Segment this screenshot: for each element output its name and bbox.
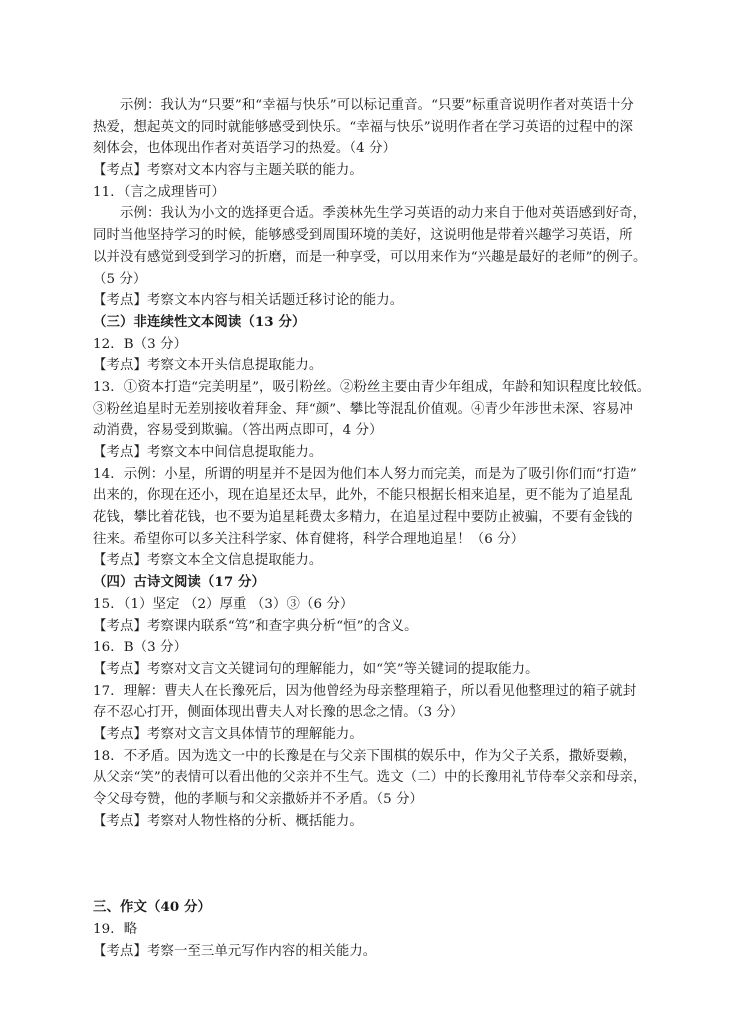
essay-line: 三、作文（40 分） [93,899,212,916]
answer-line: 15．（1）坚定 （2）厚重 （3）③（6 分） [93,596,354,612]
answer-line: 【考点】考察对文本内容与主题关联的能力。 [93,163,363,179]
answer-line: 【考点】考察文本开头信息提取能力。 [93,358,323,374]
answer-line: 刻体会，也体现出作者对英语学习的热爱。（4 分） [93,141,397,157]
answer-line: 【考点】考察文本中间信息提取能力。 [93,445,323,460]
answer-page [93,95,671,962]
answer-line: 热爱，想起英文的同时就能够感受到快乐。“幸福与快乐”说明作者在学习英语的过程中的深 [93,119,634,135]
answer-line: 示例：我认为“只要”和“幸福与快乐”可以标记重音。“只要”标重音说明作者对英语十分 [120,98,634,113]
answer-line: 花钱，攀比着花钱，也不要为追星耗费太多精力，在追星过程中要防止被骗，不要有金钱的 [93,510,633,526]
answer-line: 从父亲“笑”的表情可以看出他的父亲并不生气。选文（二）中的长豫用礼节侍奉父亲和母亲， [93,770,647,786]
answer-line: （四）古诗文阅读（17 分） [93,574,265,591]
answer-line: 往来。希望你可以多关注科学家、体育健将，科学合理地追星！（6 分） [93,531,525,547]
answer-line: 14．示例：小星，所谓的明星并不是因为他们本人努力而完美，而是为了吸引你们而“打造” [93,466,637,482]
answer-line: 【考点】考察文本全文信息提取能力。 [93,553,323,569]
answer-line: 出来的，你现在还小，现在追星还太早，此外，不能只根据长相来追星，更不能为了追星乱 [93,488,633,504]
answer-line: 同时当他坚持学习的时候，能够感受到周围环境的美好，这说明他是带着兴趣学习英语，所 [93,228,633,244]
answer-line: 13．①资本打造“完美明星”，吸引粉丝。②粉丝主要由青少年组成，年龄和知识程度比较低。 [93,379,651,395]
answer-line: （三）非连续性文本阅读（13 分） [93,313,306,330]
answer-line: 示例：我认为小文的选择更合适。季羡林先生学习英语的动力来自于他对英语感到好奇， [120,206,647,222]
essay-line: 19．略 [93,922,138,938]
essay-line: 【考点】考察一至三单元写作内容的相关能力。 [93,943,377,959]
answer-line: 【考点】考察文本内容与相关话题迁移讨论的能力。 [93,293,404,309]
answer-line: 11．（言之成理皆可） [93,184,225,200]
section-gap [93,832,671,897]
answer-body [93,95,671,832]
answer-line: 以并没有感觉到受到学习的折磨，而是一种享受，可以用来作为“兴趣是最好的老师”的例子。 [93,249,647,265]
answer-line: 16．B（3 分） [93,640,188,656]
answer-line: 动消费，容易受到欺骗。（答出两点即可，4 分） [93,423,383,439]
answer-line: 【考点】考察课内联系“笃”和查字典分析“恒”的含义。 [93,618,418,634]
answer-line: 【考点】考察对文言文关键词句的理解能力，如“笑”等关键词的提取能力。 [93,661,539,677]
answer-line: 18．不矛盾。因为选文一中的长豫是在与父亲下围棋的娱乐中，作为父子关系，撒娇耍赖， [93,748,637,764]
essay-section [93,897,671,962]
answer-line: （5 分） [93,271,147,287]
answer-line: 存不忍心打开，侧面体现出曹夫人对长豫的思念之情。（3 分） [93,705,464,721]
answer-line: 【考点】考察对人物性格的分析、概括能力。 [93,813,363,829]
answer-line: 令父母夸赞，他的孝顺与和父亲撒娇并不矛盾。（5 分） [93,792,424,807]
answer-line: 【考点】考察对文言文具体情节的理解能力。 [93,726,363,742]
answer-line: ③粉丝追星时无差别接收着拜金、拜“颜”、攀比等混乱价值观。④青少年涉世未深、容易冲 [93,401,634,417]
answer-line: 17．理解：曹夫人在长豫死后，因为他曾经为母亲整理箱子，所以看见他整理过的箱子就封 [93,683,637,699]
answer-line: 12．B（3 分） [93,336,188,352]
